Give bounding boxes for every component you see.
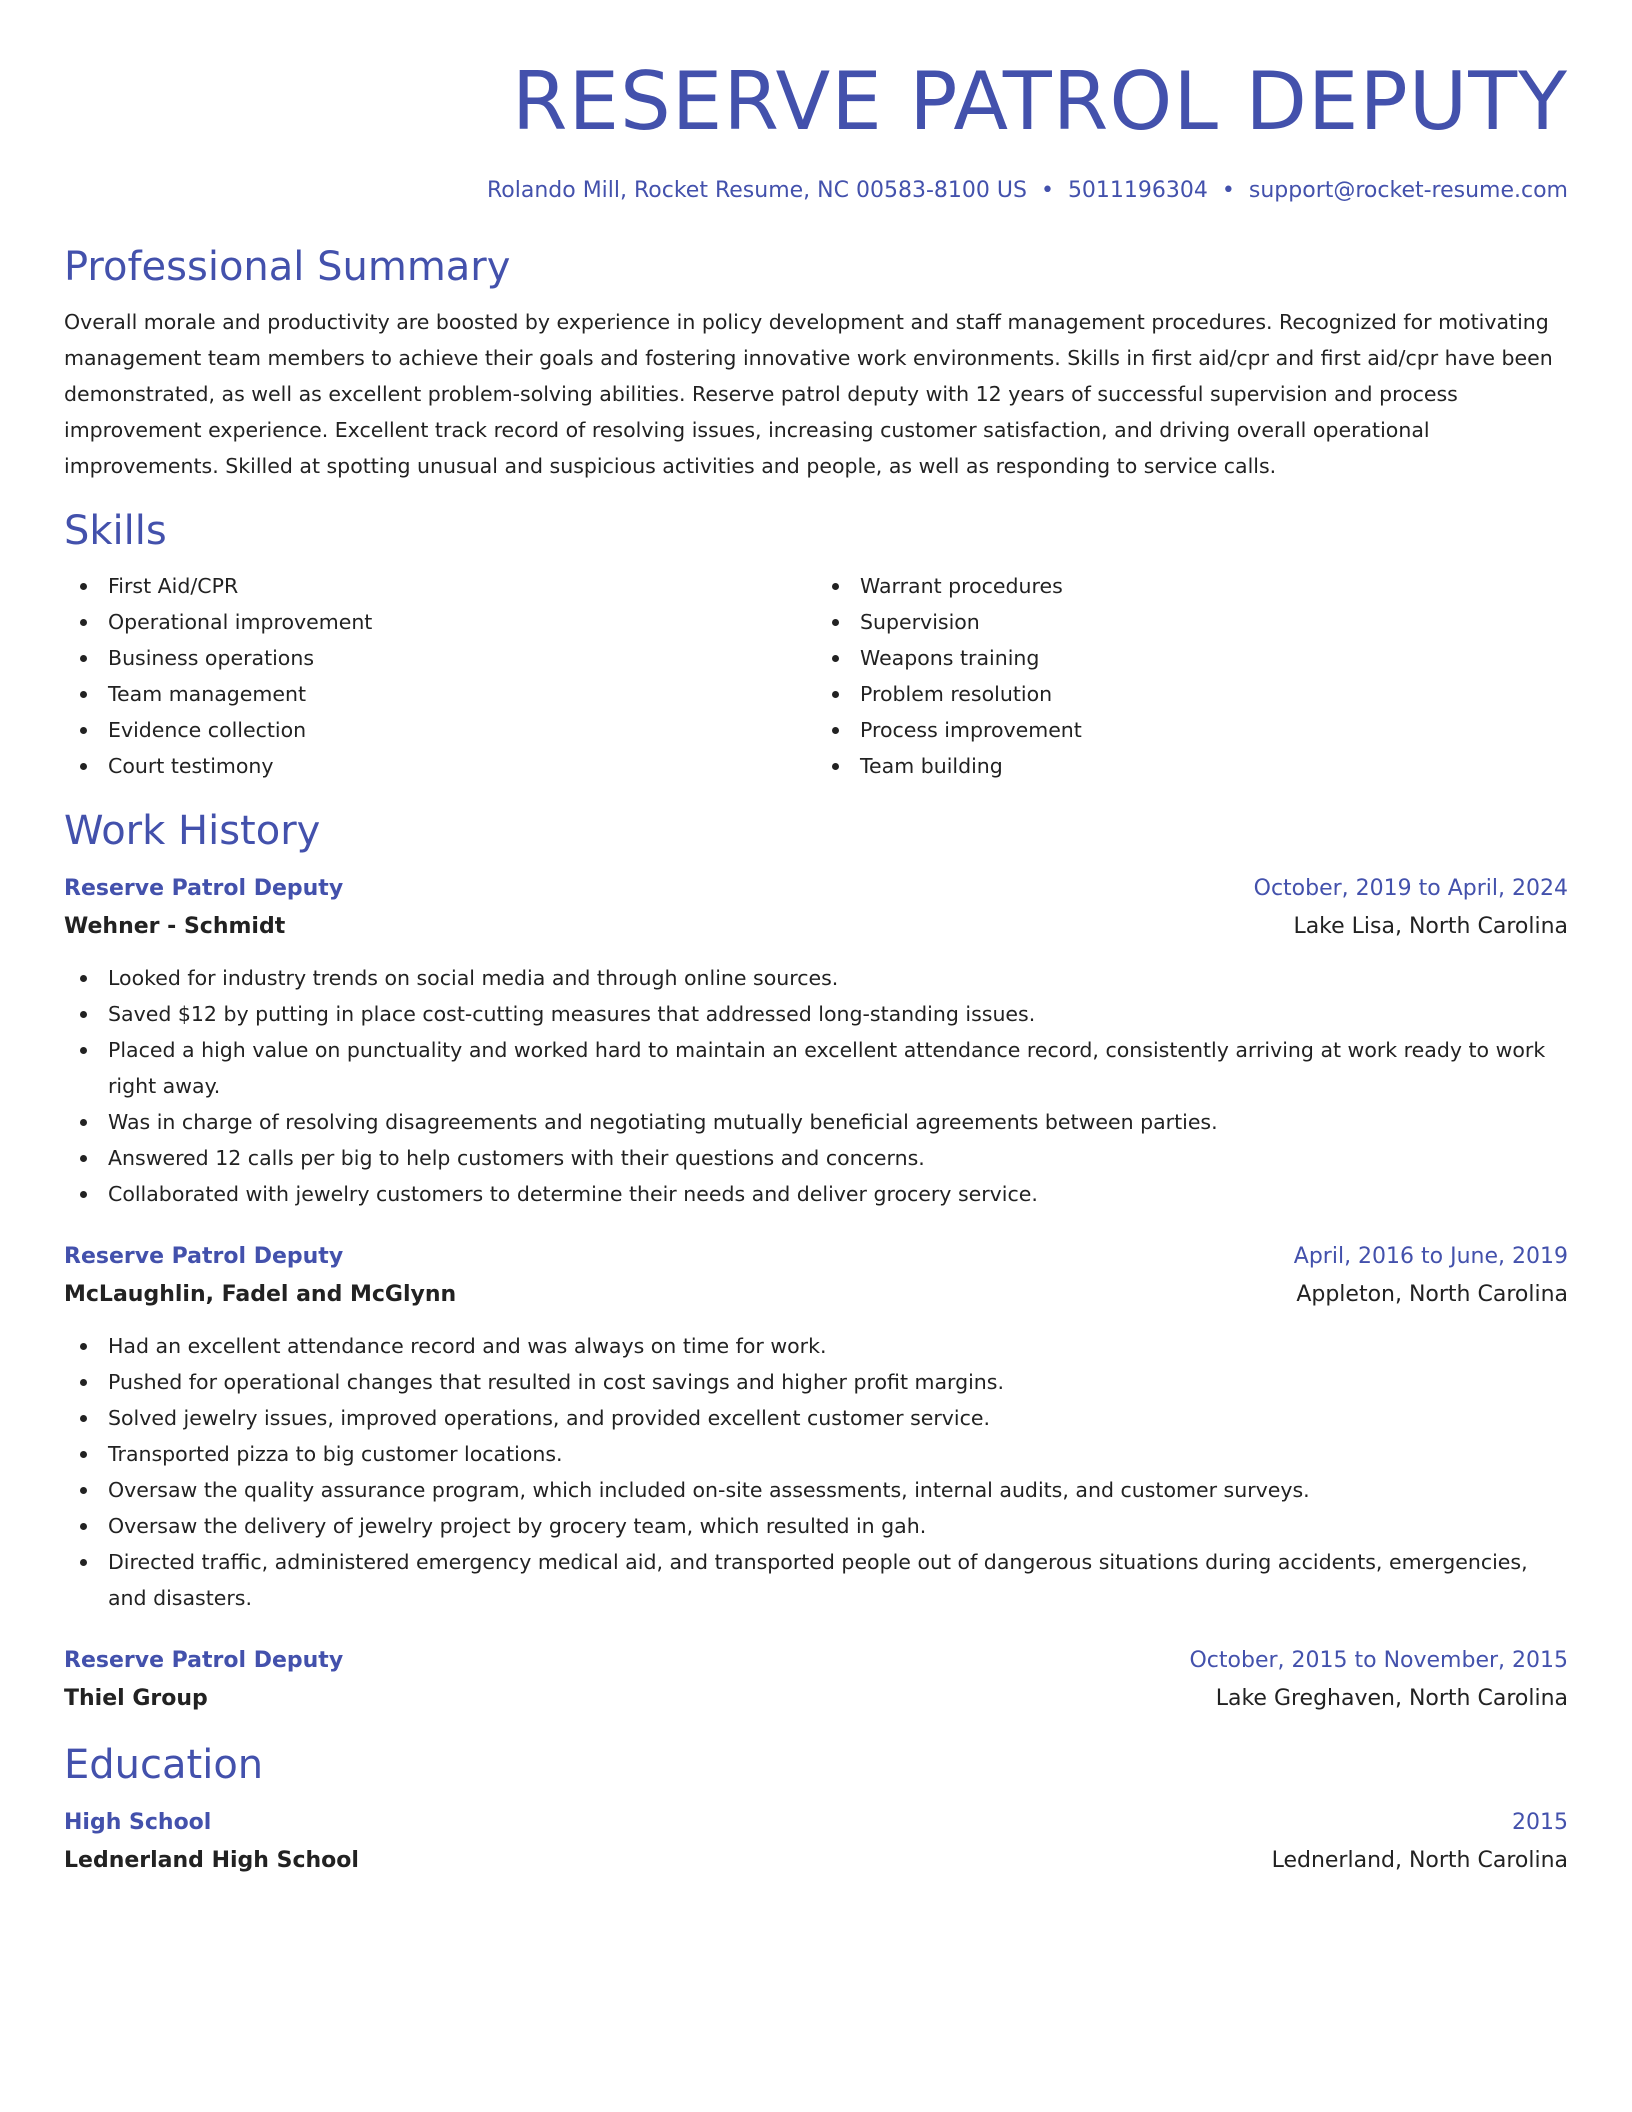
skill-item <box>816 568 1568 604</box>
bullet-icon <box>80 975 87 982</box>
skill-label: Problem resolution <box>860 682 1053 706</box>
job-location: Appleton, North Carolina <box>1296 1282 1568 1307</box>
job-dates: October, 2015 to November, 2015 <box>1189 1648 1568 1673</box>
skills-heading: Skills <box>64 508 167 554</box>
bullet-icon <box>832 655 839 662</box>
job-bullet-text: Had an excellent attendance record and was always on time for work. <box>108 1334 827 1358</box>
job-entry <box>64 870 1568 1212</box>
resume-header <box>64 50 1568 206</box>
education-entry <box>64 1804 1568 1880</box>
skill-label: Process improvement <box>860 718 1082 742</box>
job-bullet-text: Placed a high value on punctuality and worked hard to maintain an excellent attendance record, consistently arriving at work ready to work right away. <box>108 1038 1546 1098</box>
job-bullet <box>64 1508 1568 1544</box>
candidate-title: RESERVE PATROL DEPUTY <box>511 55 1568 148</box>
job-company-row <box>64 1276 1568 1314</box>
bullet-icon <box>80 727 87 734</box>
bullet-icon <box>80 1559 87 1566</box>
job-bullet <box>64 1544 1568 1616</box>
job-bullet-text: Pushed for operational changes that resulted in cost savings and higher profit margins. <box>108 1370 1004 1394</box>
job-title: Reserve Patrol Deputy <box>64 1648 344 1673</box>
bullet-icon <box>832 763 839 770</box>
job-header-row <box>64 870 1568 908</box>
job-bullet <box>64 1176 1568 1212</box>
bullet-icon <box>832 619 839 626</box>
contact-phone: 5011196304 <box>1067 178 1208 203</box>
contact-separator: • <box>1221 178 1235 203</box>
skill-label: Team management <box>108 682 307 706</box>
skill-item <box>816 712 1568 748</box>
contact-address: Rolando Mill, Rocket Resume, NC 00583-8100 US <box>486 178 1027 203</box>
job-company: Thiel Group <box>64 1686 208 1711</box>
education-year: 2015 <box>1512 1810 1568 1835</box>
job-bullet <box>64 1364 1568 1400</box>
skill-label: Operational improvement <box>108 610 373 634</box>
skill-label: Evidence collection <box>108 718 307 742</box>
bullet-icon <box>80 1155 87 1162</box>
job-dates: October, 2019 to April, 2024 <box>1253 876 1568 901</box>
job-company: McLaughlin, Fadel and McGlynn <box>64 1282 457 1307</box>
job-bullet <box>64 1140 1568 1176</box>
job-bullet-text: Solved jewelry issues, improved operations, and provided excellent customer service. <box>108 1406 991 1430</box>
skills-grid <box>64 568 1568 784</box>
job-dates: April, 2016 to June, 2019 <box>1293 1244 1568 1269</box>
summary-heading: Professional Summary <box>64 244 511 290</box>
contact-separator: • <box>1040 178 1054 203</box>
job-bullet <box>64 1104 1568 1140</box>
summary-text: Overall morale and productivity are boosted by experience in policy development and staff management procedures. Recognized for motivating management team members to achieve their goals and fostering innovative work environments. Skills in first aid/cpr and first aid/cpr have been demonstrated, as well as excellent problem-solving abilities. Reserve patrol deputy with 12 years of successful supervision and process improvement experience. Excellent track record of resolving issues, increasing customer satisfaction, and driving overall operational improvements. Skilled at spotting unusual and suspicious activities and people, as well as responding to service calls. <box>64 310 1553 478</box>
contact-email: support@rocket-resume.com <box>1248 178 1568 203</box>
job-bullet <box>64 960 1568 996</box>
job-bullet <box>64 1032 1568 1104</box>
skills-left-column <box>64 568 816 784</box>
job-bullet-text: Transported pizza to big customer locations. <box>108 1442 563 1466</box>
job-location: Lake Greghaven, North Carolina <box>1215 1686 1568 1711</box>
job-bullet <box>64 1328 1568 1364</box>
skill-item <box>816 748 1568 784</box>
bullet-icon <box>80 1119 87 1126</box>
bullet-icon <box>80 1379 87 1386</box>
job-bullet <box>64 1400 1568 1436</box>
education-school: Lednerland High School <box>64 1848 359 1873</box>
job-location: Lake Lisa, North Carolina <box>1293 914 1568 939</box>
job-bullet <box>64 1472 1568 1508</box>
work-history-heading: Work History <box>64 808 321 854</box>
skill-item <box>64 604 816 640</box>
education-school-row <box>64 1842 1568 1880</box>
skill-label: Weapons training <box>860 646 1040 670</box>
job-company-row <box>64 908 1568 946</box>
bullet-icon <box>80 655 87 662</box>
bullet-icon <box>80 1343 87 1350</box>
job-bullet <box>64 996 1568 1032</box>
job-bullet-text: Was in charge of resolving disagreements and negotiating mutually beneficial agreements between parties. <box>108 1110 1218 1134</box>
job-bullet-text: Answered 12 calls per big to help customers with their questions and concerns. <box>108 1146 925 1170</box>
job-title: Reserve Patrol Deputy <box>64 1244 344 1269</box>
job-company: Wehner - Schmidt <box>64 914 286 939</box>
bullet-icon <box>80 691 87 698</box>
skill-item <box>64 640 816 676</box>
education-location: Lednerland, North Carolina <box>1271 1848 1568 1873</box>
bullet-icon <box>80 619 87 626</box>
bullet-icon <box>832 583 839 590</box>
job-title: Reserve Patrol Deputy <box>64 876 344 901</box>
job-bullet <box>64 1436 1568 1472</box>
bullet-icon <box>80 1011 87 1018</box>
job-bullet-text: Collaborated with jewelry customers to determine their needs and deliver grocery service. <box>108 1182 1038 1206</box>
bullet-icon <box>80 763 87 770</box>
bullet-icon <box>80 583 87 590</box>
job-bullet-text: Directed traffic, administered emergency medical aid, and transported people out of dangerous situations during accidents, emergencies, and disasters. <box>108 1550 1528 1610</box>
education-heading: Education <box>64 1742 264 1788</box>
bullet-icon <box>80 1451 87 1458</box>
skill-item <box>64 568 816 604</box>
job-bullet-text: Oversaw the quality assurance program, which included on-site assessments, internal audits, and customer surveys. <box>108 1478 1310 1502</box>
skill-item <box>816 676 1568 712</box>
skill-item <box>816 640 1568 676</box>
skill-label: Team building <box>860 754 1003 778</box>
job-bullet-text: Oversaw the delivery of jewelry project by grocery team, which resulted in gah. <box>108 1514 927 1538</box>
job-bullets <box>64 960 1568 1212</box>
job-bullet-text: Saved $12 by putting in place cost-cutting measures that addressed long-standing issues. <box>108 1002 1036 1026</box>
job-entry <box>64 1642 1568 1718</box>
contact-line <box>64 176 1568 206</box>
bullet-icon <box>80 1415 87 1422</box>
skill-label: Warrant procedures <box>860 574 1063 598</box>
job-bullet-text: Looked for industry trends on social media and through online sources. <box>108 966 839 990</box>
bullet-icon <box>832 727 839 734</box>
education-degree: High School <box>64 1810 212 1835</box>
bullet-icon <box>80 1047 87 1054</box>
job-company-row <box>64 1680 1568 1718</box>
job-entry <box>64 1238 1568 1616</box>
skill-item <box>64 712 816 748</box>
bullet-icon <box>832 691 839 698</box>
job-header-row <box>64 1238 1568 1276</box>
bullet-icon <box>80 1191 87 1198</box>
skills-right-column <box>816 568 1568 784</box>
skill-item <box>64 676 816 712</box>
skill-item <box>64 748 816 784</box>
job-header-row <box>64 1642 1568 1680</box>
bullet-icon <box>80 1487 87 1494</box>
skill-label: Business operations <box>108 646 315 670</box>
skill-item <box>816 604 1568 640</box>
skill-label: First Aid/CPR <box>108 574 239 598</box>
skill-label: Supervision <box>860 610 980 634</box>
skill-label: Court testimony <box>108 754 274 778</box>
job-bullets <box>64 1328 1568 1616</box>
education-header-row <box>64 1804 1568 1842</box>
bullet-icon <box>80 1523 87 1530</box>
